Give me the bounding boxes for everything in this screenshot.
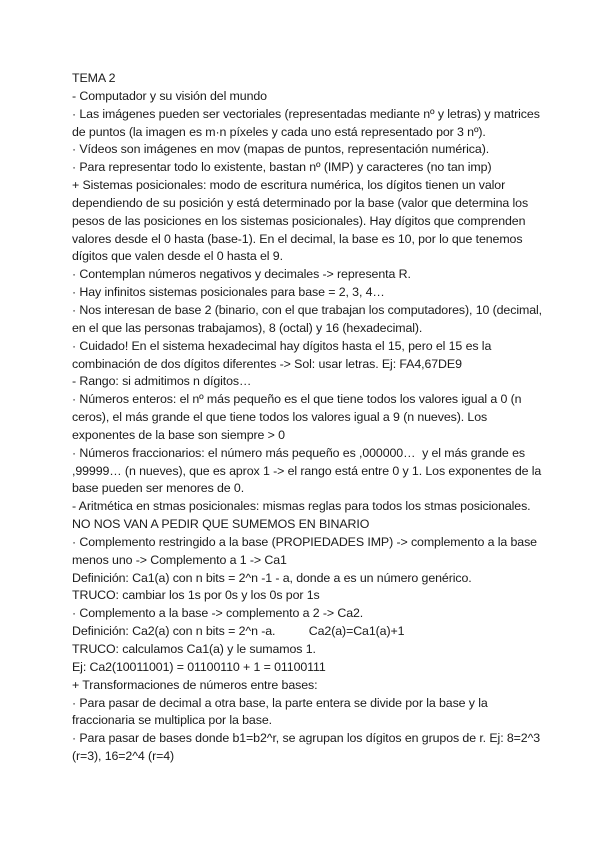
paragraph-truco-ca1: TRUCO: cambiar los 1s por 0s y los 0s por 1s [72, 588, 320, 603]
paragraph-videos: · Vídeos son imágenes en mov (mapas de puntos, representación numérica). [72, 142, 490, 157]
paragraph-fraccionarios: · Números fraccionarios: el número más pequeño es ,000000… y el más grande es ,99999… (n nueves), que es aprox 1 -> el rango está entre 0 y 1. Los exponentes de la base pueden ser menores de 0. [72, 445, 545, 496]
paragraph-truco-ca2: TRUCO: calculamos Ca1(a) y le sumamos 1. [72, 642, 316, 656]
paragraph-imagenes: · Las imágenes pueden ser vectoriales (representadas mediante nº y letras) y matrices de puntos (la imagen es m·n píxeles y cada uno está representado por 3 nº). [72, 106, 544, 139]
paragraph-transformaciones: + Transformaciones de números entre bases: [72, 677, 318, 692]
paragraph-sistemas-posicionales: + Sistemas posicionales: modo de escritura numérica, los dígitos tienen un valor dependiendo de su posición y está determinado por la base (valor que determina los pesos de las posiciones en los sistemas posicionales). Hay dígitos que comprenden valores desde el 0 hasta (base-1). En el decimal, la base es 10, por lo que tenemos dígitos que valen desde el 0 hasta el 9. [72, 178, 532, 264]
paragraph-complemento-base: · Complemento a la base -> complemento a 2 -> Ca2. [72, 606, 364, 621]
paragraph-decimal-otra-base: · Para pasar de decimal a otra base, la parte entera se divide por la base y la fraccionaria se multiplica por la base. [72, 695, 492, 728]
paragraph-complemento-restringido: · Complemento restringido a la base (PROPIEDADES IMP) -> complemento a la base menos uno -> Complemento a 1 -> Ca1 [72, 534, 541, 567]
document-title: TEMA 2 [72, 71, 116, 85]
paragraph-definicion-ca2: Definición: Ca2(a) con n bits = 2^n -a. Ca2(a)=Ca1(a)+1 [72, 624, 405, 639]
document-page [72, 70, 546, 766]
paragraph-definicion-ca1: Definición: Ca1(a) con n bits = 2^n -1 - a, donde a es un número genérico. [72, 570, 472, 585]
paragraph-rango: - Rango: si admitimos n dígitos… [72, 374, 252, 389]
paragraph-agrupar-digitos: · Para pasar de bases donde b1=b2^r, se agrupan los dígitos en grupos de r. Ej: 8=2^3 (r=3), 16=2^4 (r=4) [72, 731, 544, 764]
paragraph-enteros: · Números enteros: el nº más pequeño es el que tiene todos los valores igual a 0 (n ceros), el más grande el que tiene todos los valores igual a 9 (n nueves). Los exponentes de la base son siempre > 0 [72, 392, 525, 442]
paragraph-bases-interes: · Nos interesan de base 2 (binario, con el que trabajan los computadores), 10 (decimal, en el que las personas trabajamos), 8 (octal) y 16 (hexadecimal). [72, 302, 546, 335]
paragraph-hexadecimal: · Cuidado! En el sistema hexadecimal hay dígitos hasta el 15, pero el 15 es la combinación de dos dígitos diferentes -> Sol: usar letras. Ej: FA4,67DE9 [72, 338, 495, 371]
paragraph-infinitos-sistemas: · Hay infinitos sistemas posicionales para base = 2, 3, 4… [72, 285, 385, 300]
paragraph-ejemplo-ca2: Ej: Ca2(10011001) = 01100110 + 1 = 01100111 [72, 659, 326, 674]
paragraph-aritmetica: - Aritmética en stmas posicionales: mismas reglas para todos los stmas posicionales. NO NOS VAN A PEDIR QUE SUMEMOS EN BINARIO [72, 499, 534, 532]
paragraph-negativos-decimales: · Contemplan números negativos y decimales -> representa R. [72, 267, 411, 282]
paragraph-representar: · Para representar todo lo existente, bastan nº (IMP) y caracteres (no tan imp) [72, 160, 492, 175]
paragraph-computador: - Computador y su visión del mundo [72, 88, 267, 103]
